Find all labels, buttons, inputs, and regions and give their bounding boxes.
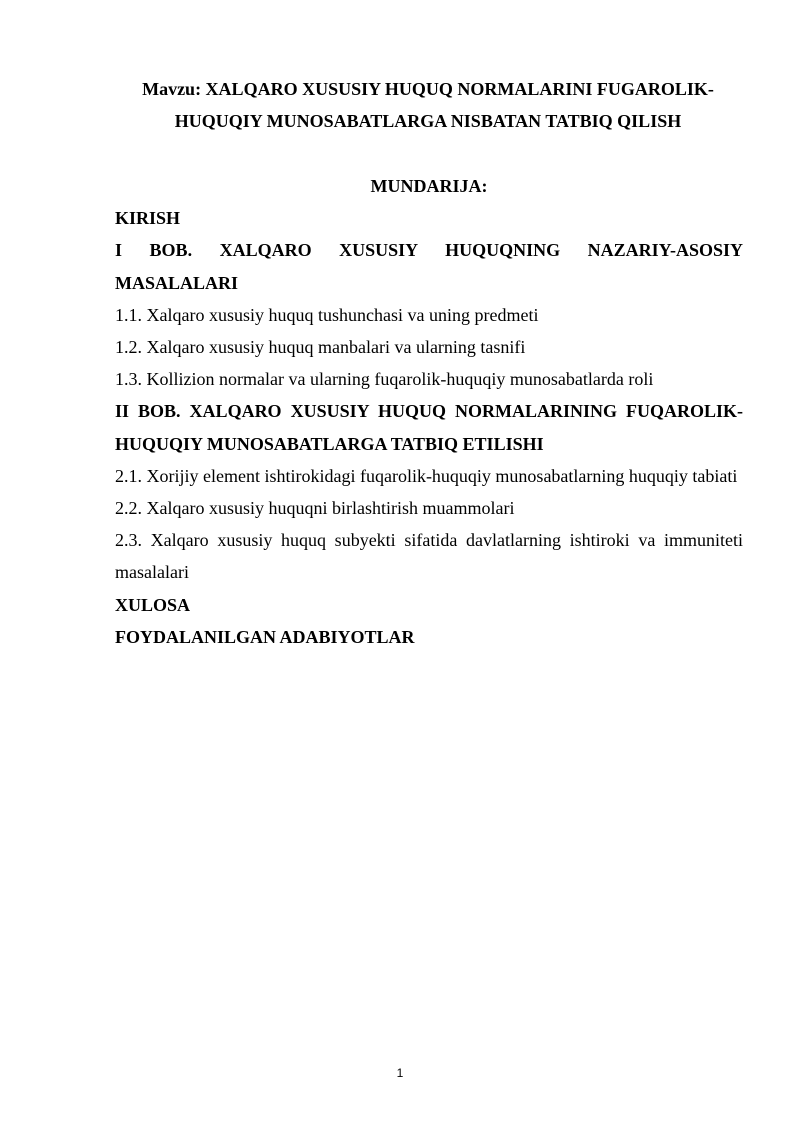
table-of-contents [115,170,743,653]
page-number: 1 [396,1066,404,1080]
toc-item-section-1-1: 1.1. Xalqaro xususiy huquq tushunchasi va uning predmeti [115,304,539,325]
toc-item-section-2-3: 2.3. Xalqaro xususiy huquq subyekti sifatida davlatlarning ishtiroki va immuniteti masalalari [115,530,743,583]
toc-item-section-2-1: 2.1. Xorijiy element ishtirokidagi fuqarolik-huquqiy munosabatlarning huquqiy tabiati [115,465,738,486]
toc-item-references: FOYDALANILGAN ADABIYOTLAR [115,626,415,647]
toc-item-conclusion: XULOSA [115,594,191,615]
toc-heading: MUNDARIJA: [370,176,488,196]
toc-item-section-2-2: 2.2. Xalqaro xususiy huquqni birlashtirish muammolari [115,498,515,519]
document-title: Mavzu: XALQARO XUSUSIY HUQUQ NORMALARINI FUGAROLIK-HUQUQIY MUNOSABATLARGA NISBATAN TATBIQ QILISH [142,79,714,131]
toc-item-chapter-1: I BOB. XALQARO XUSUSIY HUQUQNING NAZARIY-ASOSIY MASALALARI [115,240,743,293]
toc-item-section-1-3: 1.3. Kollizion normalar va ularning fuqarolik-huquqiy munosabatlarda roli [115,369,654,390]
toc-item-intro: KIRISH [115,208,181,229]
toc-item-chapter-2: II BOB. XALQARO XUSUSIY HUQUQ NORMALARINING FUQAROLIK-HUQUQIY MUNOSABATLARGA TATBIQ ETILISHI [115,401,743,454]
toc-item-section-1-2: 1.2. Xalqaro xususiy huquq manbalari va ularning tasnifi [115,337,526,358]
